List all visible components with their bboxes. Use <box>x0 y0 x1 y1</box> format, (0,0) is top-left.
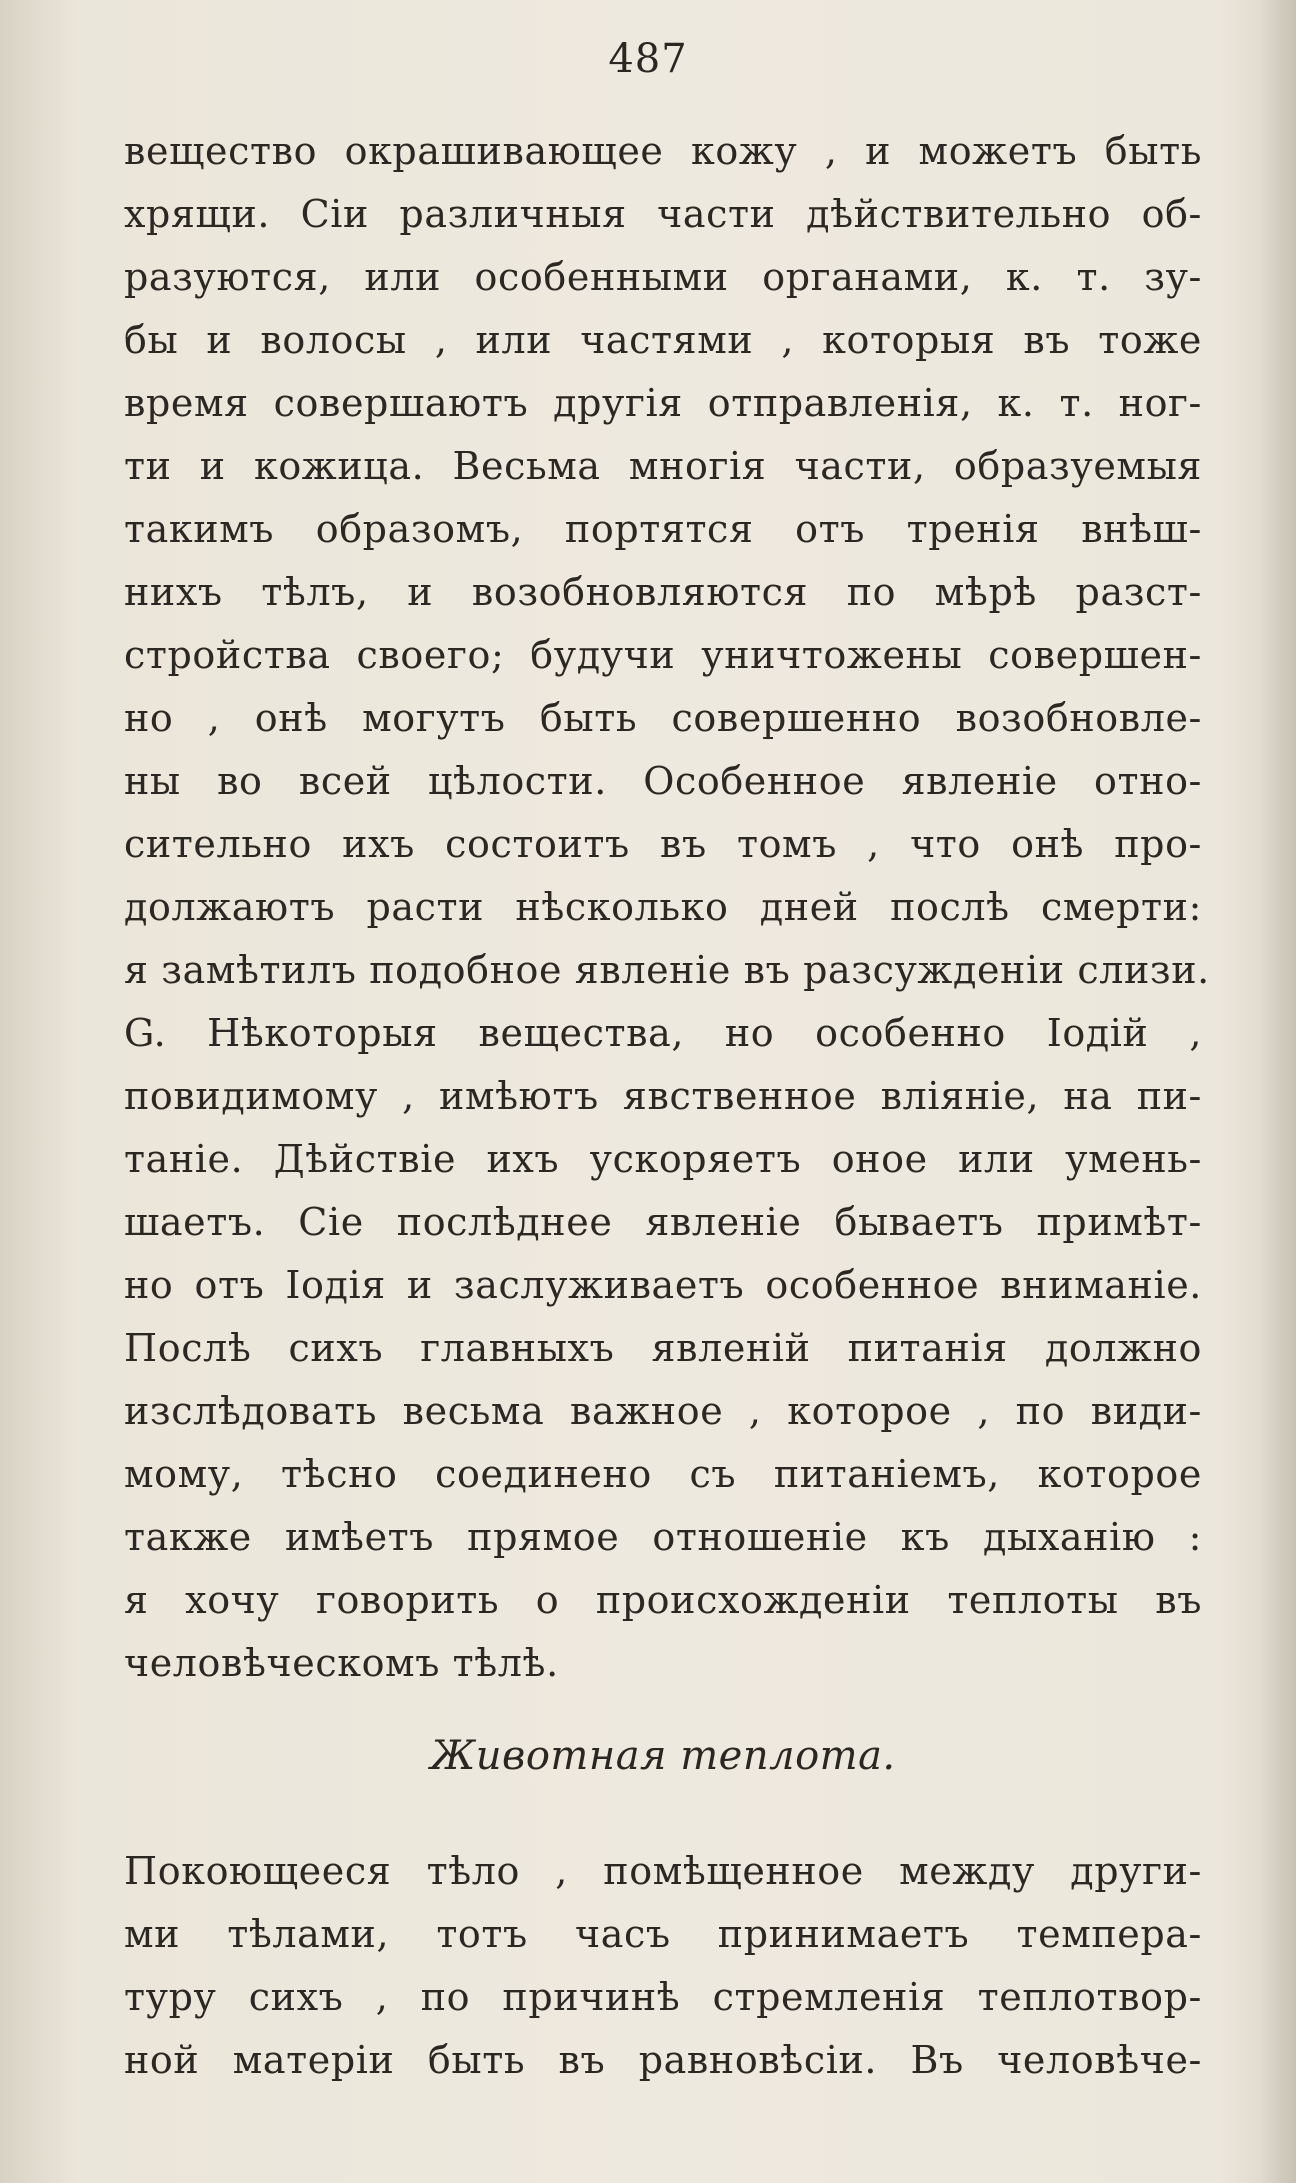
text-line: но , онѣ могутъ быть совершенно возобновле- <box>124 696 1202 740</box>
text-line: шаетъ. Сіе послѣднее явленіе бываетъ примѣт- <box>124 1200 1202 1244</box>
text-line: должаютъ расти нѣсколько дней послѣ смерти: <box>124 885 1202 929</box>
text-line: Покоющееся тѣло , помѣщенное между други- <box>124 1849 1202 1893</box>
text-line: бы и волосы , или частями , которыя въ тоже <box>124 318 1202 362</box>
paragraph-4 <box>124 1840 1202 2092</box>
text-line: изслѣдовать весьма важное , которое , по види- <box>124 1389 1202 1433</box>
text-line: я замѣтилъ подобное явленіе въ разсужденіи слизи. <box>124 948 1210 992</box>
text-line: ти и кожица. Весьма многія части, образуемыя <box>124 444 1202 488</box>
text-line: человѣческомъ тѣлѣ. <box>124 1641 559 1685</box>
paragraph-1 <box>124 120 1210 1002</box>
page-number: 487 <box>608 36 688 82</box>
page-edge-shadow <box>1260 0 1296 2183</box>
text-line: сительно ихъ состоитъ въ томъ , что онѣ про- <box>124 822 1202 866</box>
text-line: Послѣ сихъ главныхъ явленій питанія должно <box>124 1326 1202 1370</box>
body-text <box>124 120 1210 2092</box>
text-line: вещество окрашивающее кожу , и можетъ быть <box>124 129 1202 173</box>
text-line: но отъ Іодія и заслуживаетъ особенное вниманіе. <box>124 1263 1202 1307</box>
text-line: хрящи. Сіи различныя части дѣйствительно об- <box>124 192 1202 236</box>
text-line: стройства своего; будучи уничтожены совершен- <box>124 633 1202 677</box>
text-line: туру сихъ , по причинѣ стремленія теплотвор- <box>124 1975 1202 2019</box>
text-line: повидимому , имѣютъ явственное вліяніе, на пи- <box>124 1074 1202 1118</box>
text-line: также имѣетъ прямое отношеніе къ дыханію : <box>124 1515 1202 1559</box>
text-line: ны во всей цѣлости. Особенное явленіе отно- <box>124 759 1202 803</box>
text-line: ной матеріи быть въ равновѣсіи. Въ человѣче- <box>124 2038 1202 2082</box>
paragraph-2 <box>124 1002 1202 1317</box>
text-line: разуются, или особенными органами, к. т. зу- <box>124 255 1202 299</box>
text-line: я хочу говорить о происхожденіи теплоты въ <box>124 1578 1202 1622</box>
text-line: таніе. Дѣйствіе ихъ ускоряетъ оное или умень- <box>124 1137 1202 1181</box>
text-line: ми тѣлами, тотъ часъ принимаетъ темпера- <box>124 1912 1202 1956</box>
text-line: G. Нѣкоторыя вещества, но особенно Іодій , <box>124 1011 1202 1055</box>
text-line: нихъ тѣлъ, и возобновляются по мѣрѣ разст- <box>124 570 1202 614</box>
paragraph-3 <box>124 1317 1202 1695</box>
section-heading: Животная теплота. <box>430 1733 896 1779</box>
text-line: такимъ образомъ, портятся отъ тренія внѣш- <box>124 507 1202 551</box>
text-line: время совершаютъ другія отправленія, к. т. ног- <box>124 381 1202 425</box>
text-line: мому, тѣсно соединено съ питаніемъ, которое <box>124 1452 1202 1496</box>
